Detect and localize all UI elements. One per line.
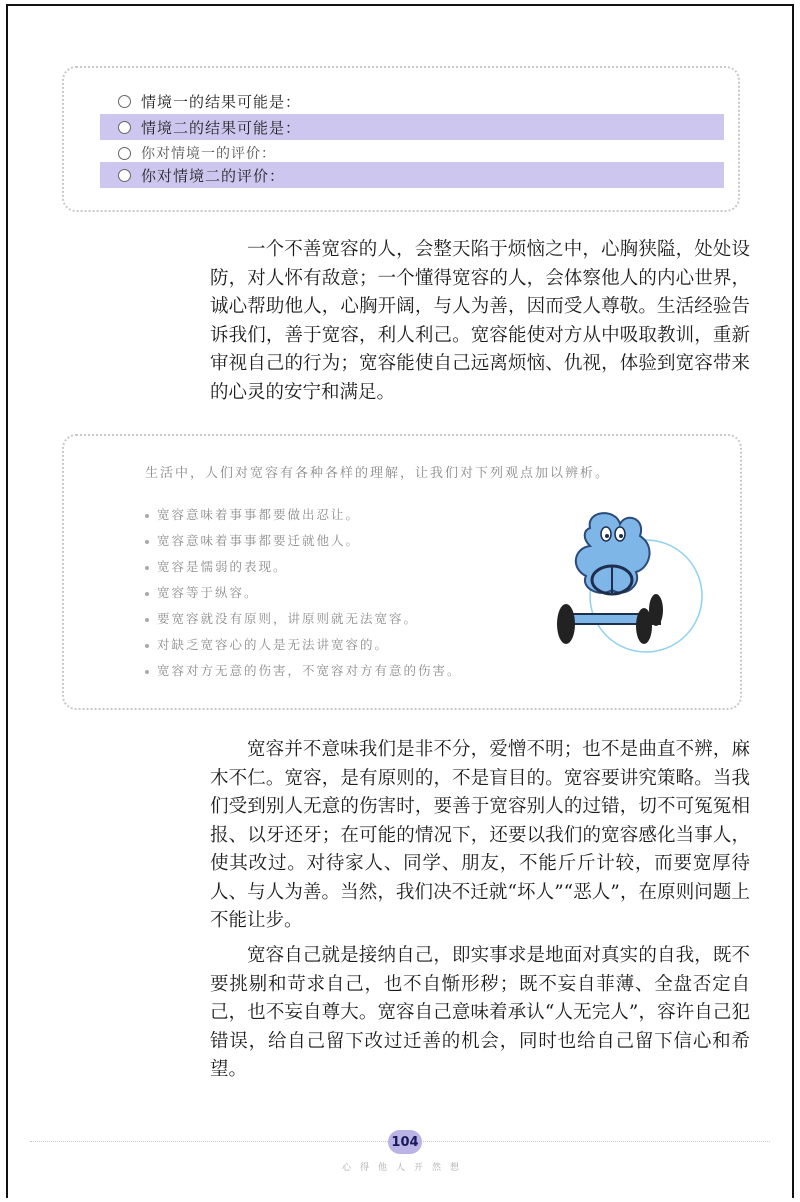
question-row	[100, 114, 724, 140]
bullet-icon	[145, 670, 149, 674]
question-text: 你对情境一的评价：	[141, 146, 276, 162]
viewpoint-list	[145, 502, 462, 684]
bullet-icon	[145, 592, 149, 596]
circle-bullet-icon	[118, 147, 131, 160]
list-item: 对缺乏宽容心的人是无法讲宽容的。	[145, 632, 462, 658]
body-paragraph: 宽容自己就是接纳自己，即实事求是地面对真实的自我，既不要挑剔和苛求自己，也不自惭形秽；既不妄自菲薄、全盘否定自己，也不妄自尊大。宽容自己意味着承认“人无完人”，容许自己犯错误，给自己留下改过迁善的机会，同时也给自己留下信心和希望。	[210, 945, 750, 1080]
bullet-icon	[145, 566, 149, 570]
circle-bullet-icon	[118, 121, 131, 134]
thinking-mascot-illustration	[546, 506, 706, 666]
bullet-icon	[145, 514, 149, 518]
question-row	[100, 88, 724, 114]
question-text: 情境二的结果可能是：	[141, 118, 302, 137]
bullet-icon	[145, 540, 149, 544]
activity-intro: 生活中，人们对宽容有各种各样的理解，让我们对下列观点加以辨析。	[145, 466, 611, 481]
list-item: 宽容等于纵容。	[145, 580, 462, 606]
question-row	[100, 162, 724, 188]
page-number: 104	[388, 1130, 422, 1154]
bullet-icon	[145, 618, 149, 622]
list-item: 宽容意味着事事都要迁就他人。	[145, 528, 462, 554]
body-paragraph: 宽容并不意味我们是非不分，爱憎不明；也不是曲直不辨，麻木不仁。宽容，是有原则的，不是盲目的。宽容要讲究策略。当我们受到别人无意的伤害时，要善于宽容别人的过错，切不可冤冤相报、以牙还牙；在可能的情况下，还要以我们的宽容感化当事人，使其改过。对待家人、同学、朋友，不能斤斤计较，而要宽厚待人、与人为善。当然，我们决不迁就“坏人”“恶人”，在原则问题上不能让步。	[210, 739, 750, 931]
list-item: 宽容是懦弱的表现。	[145, 554, 462, 580]
list-item: 宽容对方无意的伤害，不宽容对方有意的伤害。	[145, 658, 462, 684]
running-title: 心得他人开然想	[341, 1163, 468, 1173]
bullet-icon	[145, 644, 149, 648]
circle-bullet-icon	[118, 169, 131, 182]
list-item: 宽容意味着事事都要做出忍让。	[145, 502, 462, 528]
circle-bullet-icon	[118, 95, 131, 108]
body-paragraph: 一个不善宽容的人，会整天陷于烦恼之中，心胸狭隘，处处设防，对人怀有敌意；一个懂得宽容的人，会体察他人的内心世界，诚心帮助他人，心胸开阔，与人为善，因而受人尊敬。生活经验告诉我们，善于宽容，利人利己。宽容能使对方从中吸取教训，重新审视自己的行为；宽容能使自己远离烦恼、仇视，体验到宽容带来的心灵的安宁和满足。	[210, 239, 750, 403]
question-text: 情境一的结果可能是：	[141, 92, 302, 111]
question-text: 你对情境二的评价：	[141, 166, 286, 185]
list-item: 要宽容就没有原则，讲原则就无法宽容。	[145, 606, 462, 632]
